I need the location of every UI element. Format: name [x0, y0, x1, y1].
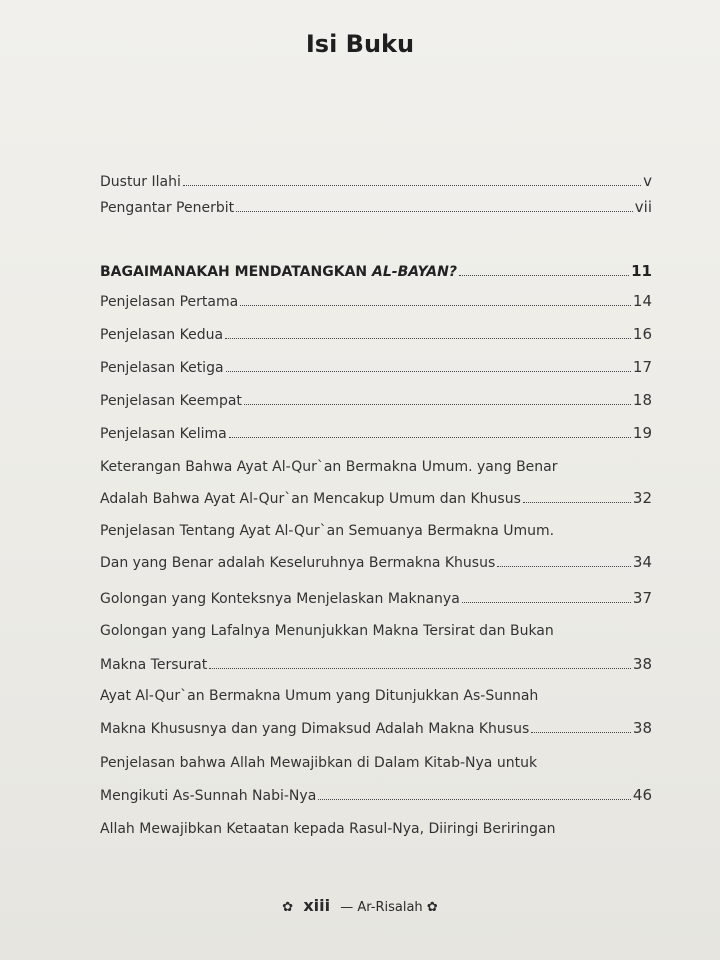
toc-page-number: 46: [632, 786, 652, 804]
toc-entry-title: Makna Tersurat: [100, 657, 208, 673]
toc-entry: [100, 589, 652, 608]
toc-page-number: 32: [632, 489, 652, 507]
toc-page-number: v: [643, 172, 652, 190]
toc-page-number: 38: [632, 655, 652, 673]
dot-leader: [229, 437, 631, 438]
toc-entry-title-line1: Golongan yang Lafalnya Menunjukkan Makna Tersirat dan Bukan: [100, 623, 554, 639]
toc-entry: [100, 687, 652, 738]
toc-entry-title: Dustur Ilahi: [100, 174, 181, 190]
toc-entry-title-line1: Penjelasan Tentang Ayat Al-Qur`an Semuanya Bermakna Umum.: [100, 523, 555, 539]
toc-page-number: 16: [632, 325, 652, 343]
toc-entry-title-line1: Penjelasan bahwa Allah Mewajibkan di Dalam Kitab-Nya untuk: [100, 755, 538, 771]
footer-dash: —: [340, 900, 354, 915]
ornament-left-icon: ✿: [282, 900, 294, 915]
page-footer: [0, 896, 720, 915]
dot-leader: [459, 275, 629, 276]
toc-page-number: vii: [634, 198, 652, 216]
toc-entry: [100, 458, 652, 508]
toc-entry: [100, 358, 652, 377]
toc-entry-title: Dan yang Benar adalah Keseluruhnya Bermakna Khusus: [100, 555, 496, 571]
dot-leader: [531, 732, 631, 733]
page-title: Isi Buku: [305, 30, 415, 58]
footer-page-number: xiii: [303, 896, 331, 915]
dot-leader: [240, 305, 631, 306]
toc-entry-title-line1: Keterangan Bahwa Ayat Al-Qur`an Bermakna Umum. yang Benar: [100, 459, 558, 475]
toc-entry: [100, 622, 652, 674]
toc-entry-title-line1: Ayat Al-Qur`an Bermakna Umum yang Ditunjukkan As-Sunnah: [100, 688, 539, 704]
toc-chapter-title: BAGAIMANAKAH MENDATANGKAN AL-BAYAN?: [100, 264, 457, 280]
toc-entry: [100, 820, 652, 838]
toc-page-number: 19: [632, 424, 652, 442]
toc-page-number: 18: [632, 391, 652, 409]
dot-leader: [462, 602, 631, 603]
toc-page-number: 14: [632, 292, 652, 310]
toc-entry: [100, 172, 652, 191]
toc-entry-title: Adalah Bahwa Ayat Al-Qur`an Mencakup Umum dan Khusus: [100, 491, 521, 507]
dot-leader: [236, 211, 633, 212]
toc-page-number: 37: [632, 589, 652, 607]
toc-page-number: 38: [632, 719, 652, 737]
dot-leader: [497, 566, 631, 567]
dot-leader: [523, 502, 631, 503]
toc-chapter-entry: [100, 262, 652, 281]
toc-entry: [100, 391, 652, 410]
toc-entry: [100, 522, 652, 572]
toc-entry-title-line1: Allah Mewajibkan Ketaatan kepada Rasul-Nya, Diiringi Beriringan: [100, 821, 556, 837]
toc-entry-title: Penjelasan Ketiga: [100, 360, 224, 376]
dot-leader: [225, 338, 631, 339]
toc-entry: [100, 424, 652, 443]
toc-entry-title: Penjelasan Kelima: [100, 426, 227, 442]
dot-leader: [209, 668, 631, 669]
toc-entry-title: Penjelasan Keempat: [100, 393, 242, 409]
dot-leader: [244, 404, 631, 405]
toc-page-number: 11: [631, 262, 652, 280]
dot-leader: [226, 371, 631, 372]
dot-leader: [318, 799, 631, 800]
ornament-right-icon: ✿: [426, 900, 438, 915]
toc-entry: [100, 754, 652, 805]
toc-entry: [100, 198, 652, 217]
footer-book-title: Ar-Risalah: [357, 900, 423, 915]
toc-entry: [100, 292, 652, 311]
toc-entry-title: Penjelasan Pertama: [100, 294, 239, 310]
dot-leader: [183, 185, 641, 186]
toc-page-number: 17: [632, 358, 652, 376]
toc-entry-title: Golongan yang Konteksnya Menjelaskan Maknanya: [100, 591, 460, 607]
toc-entry-title: Pengantar Penerbit: [100, 200, 235, 216]
toc-entry: [100, 325, 652, 344]
toc-page-number: 34: [632, 553, 652, 571]
toc-entry-title: Mengikuti As-Sunnah Nabi-Nya: [100, 788, 317, 804]
toc-entry-title: Penjelasan Kedua: [100, 327, 224, 343]
toc-entry-title: Makna Khususnya dan yang Dimaksud Adalah Makna Khusus: [100, 721, 530, 737]
